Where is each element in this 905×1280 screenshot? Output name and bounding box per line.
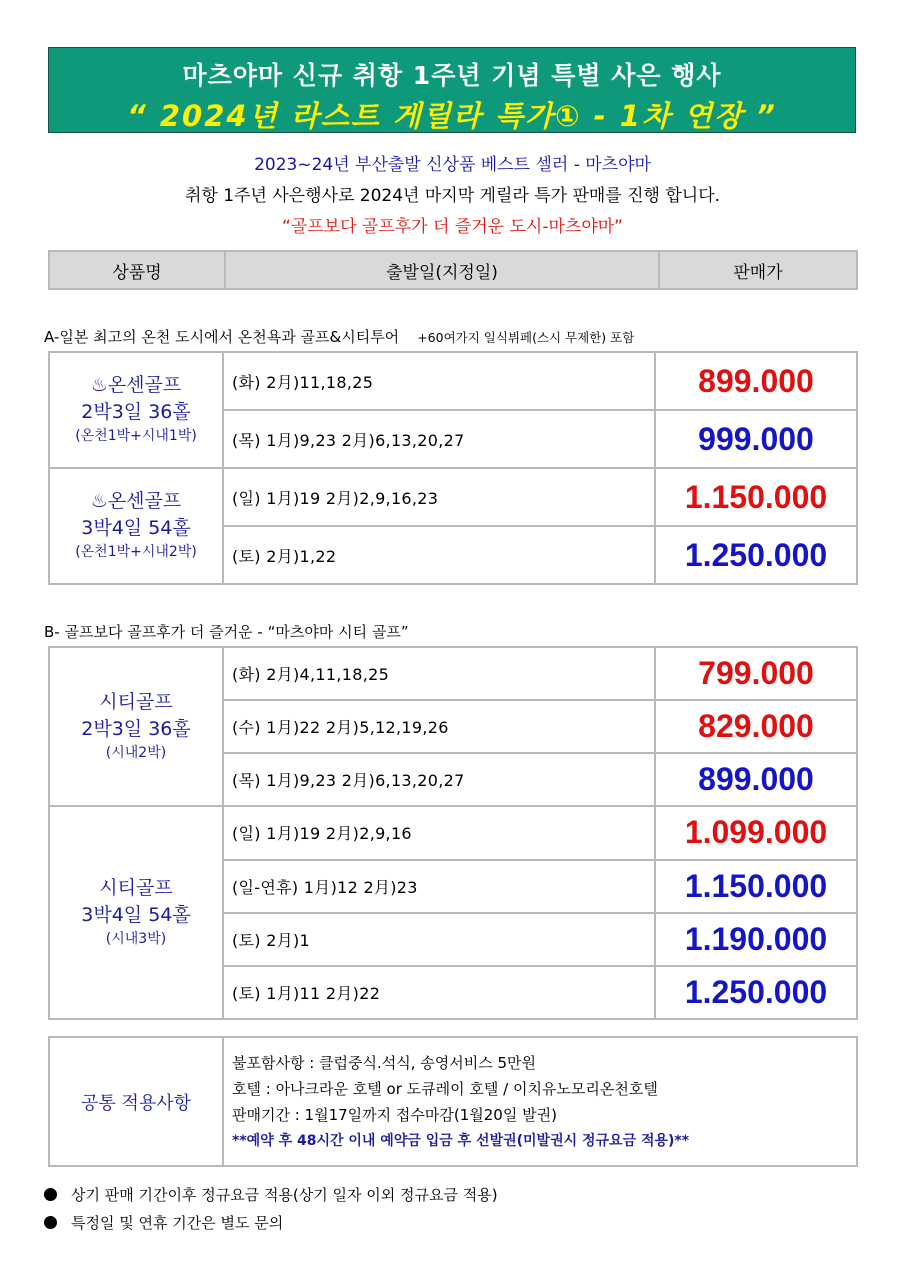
price-cell	[655, 806, 857, 859]
departure-dates-cell	[223, 860, 655, 913]
banner-line1: 마츠야마 신규 취항 1주년 기념 특별 사은 행사	[182, 61, 722, 90]
departure-dates: (화) 2月)4,11,18,25	[232, 665, 390, 685]
product-name-line1	[50, 372, 222, 399]
departure-dates: (목) 1月)9,23 2月)6,13,20,27	[232, 430, 465, 450]
product-name-line1	[50, 488, 222, 515]
product-duration: 3박4일 54홀	[81, 903, 191, 926]
common-label: 공통 적용사항	[49, 1037, 223, 1166]
product-lodging: (시내3박)	[105, 931, 167, 948]
price-value: 1.099.000	[684, 814, 828, 851]
bullet-icon	[44, 1216, 57, 1229]
price-value: 899.000	[698, 761, 814, 798]
bullet-text: 특정일 및 연휴 기간은 별도 문의	[71, 1214, 284, 1232]
price-value: 999.000	[698, 420, 814, 457]
product-name-cell	[49, 806, 223, 1019]
product-lodging: (시내2박)	[105, 745, 167, 762]
common-sale-period: 판매기간 : 1월17일까지 접수마감(1월20일 발권)	[232, 1105, 557, 1124]
section-b-title: B- 골프보다 골프후가 더 즐거운 - “마츠야마 시티 골프”	[44, 623, 409, 641]
departure-dates: (목) 1月)9,23 2月)6,13,20,27	[232, 771, 465, 791]
product-lodging: (온천1박+시내2박)	[75, 544, 197, 561]
product-name-cell	[49, 352, 223, 468]
bullet-item	[44, 1181, 498, 1209]
price-value: 1.150.000	[684, 478, 828, 515]
price-value: 829.000	[698, 708, 814, 745]
product-name: 시티골프	[99, 690, 173, 713]
price-table-header	[48, 250, 858, 290]
header-dates: 출발일(지정일)	[225, 251, 659, 289]
price-cell	[655, 526, 857, 584]
title-banner	[48, 47, 856, 133]
table-row	[49, 647, 857, 700]
intro-line2: 취항 1주년 사은행사로 2024년 마지막 게릴라 특가 판매를 진행 합니다.	[184, 186, 721, 206]
intro-line1: 2023~24년 부산출발 신상품 베스트 셀러 - 마츠야마	[254, 155, 651, 175]
departure-dates-cell	[223, 647, 655, 700]
departure-dates-cell	[223, 352, 655, 410]
departure-dates-cell	[223, 913, 655, 966]
section-a-note: +60여가지 일식뷔페(스시 무제한) 포함	[417, 330, 635, 345]
price-value: 799.000	[698, 655, 814, 692]
price-value: 1.250.000	[684, 973, 828, 1010]
section-b-table	[48, 646, 858, 1020]
departure-dates-cell	[223, 468, 655, 526]
departure-dates: (토) 2月)1	[232, 930, 311, 950]
header-product: 상품명	[49, 251, 225, 289]
table-row	[49, 468, 857, 526]
bullet-icon	[44, 1188, 57, 1201]
price-cell	[655, 913, 857, 966]
price-value: 1.250.000	[684, 536, 828, 573]
product-name-line1	[50, 689, 222, 716]
product-name-cell	[49, 647, 223, 806]
price-value: 899.000	[698, 362, 814, 399]
intro-line3: “골프보다 골프후가 더 즐거운 도시-마츠야마”	[282, 217, 623, 237]
product-name-line1	[50, 875, 222, 902]
price-cell	[655, 468, 857, 526]
header-price: 판매가	[659, 251, 857, 289]
departure-dates: (일) 1月)19 2月)2,9,16	[232, 824, 412, 844]
price-cell	[655, 410, 857, 468]
hot-spring-icon: ♨	[90, 490, 108, 513]
departure-dates: (일) 1月)19 2月)2,9,16,23	[232, 488, 439, 508]
common-hotel: 호텔 : 아나크라운 호텔 or 도큐레이 호텔 / 이치유노모리온천호텔	[232, 1079, 658, 1098]
product-lodging: (온천1박+시내1박)	[75, 428, 197, 445]
price-value: 1.190.000	[684, 920, 828, 957]
common-booking-note: **예약 후 48시간 이내 예약금 입금 후 선발권(미발권시 정규요금 적용)**	[232, 1132, 690, 1149]
common-info	[223, 1037, 857, 1166]
hot-spring-icon: ♨	[90, 374, 108, 397]
bullet-text: 상기 판매 기간이후 정규요금 적용(상기 일자 이외 정규요금 적용)	[71, 1186, 498, 1204]
departure-dates-cell	[223, 753, 655, 806]
departure-dates-cell	[223, 410, 655, 468]
section-a-title	[44, 326, 634, 347]
price-cell	[655, 753, 857, 806]
section-a-title-text: A-일본 최고의 온천 도시에서 온천욕과 골프&시티투어	[44, 328, 400, 346]
price-value: 1.150.000	[684, 867, 828, 904]
section-a-table	[48, 351, 858, 585]
departure-dates: (토) 2月)1,22	[232, 546, 337, 566]
banner-line2: “ 2024년 라스트 게릴라 특가① - 1차 연장 ”	[127, 99, 777, 133]
bullet-notes	[44, 1181, 498, 1237]
price-cell	[655, 700, 857, 753]
departure-dates: (일-연휴) 1月)12 2月)23	[232, 877, 418, 897]
price-cell	[655, 966, 857, 1019]
departure-dates-cell	[223, 526, 655, 584]
product-duration: 2박3일 36홀	[81, 717, 191, 740]
product-name: 시티골프	[99, 876, 173, 899]
product-name: 온센골프	[107, 374, 182, 397]
price-cell	[655, 352, 857, 410]
bullet-item	[44, 1209, 498, 1237]
common-excluded: 불포함사항 : 클럽중식.석식, 송영서비스 5만원	[232, 1053, 537, 1072]
table-row	[49, 352, 857, 410]
departure-dates-cell	[223, 966, 655, 1019]
departure-dates: (토) 1月)11 2月)22	[232, 983, 381, 1003]
departure-dates: (화) 2月)11,18,25	[232, 372, 374, 392]
product-duration: 3박4일 54홀	[81, 516, 191, 539]
product-name-cell	[49, 468, 223, 584]
product-name: 온센골프	[107, 490, 182, 513]
departure-dates-cell	[223, 700, 655, 753]
departure-dates: (수) 1月)22 2月)5,12,19,26	[232, 718, 449, 738]
price-cell	[655, 647, 857, 700]
price-cell	[655, 860, 857, 913]
common-terms-table	[48, 1036, 858, 1167]
departure-dates-cell	[223, 806, 655, 859]
product-duration: 2박3일 36홀	[81, 400, 191, 423]
table-row	[49, 806, 857, 859]
